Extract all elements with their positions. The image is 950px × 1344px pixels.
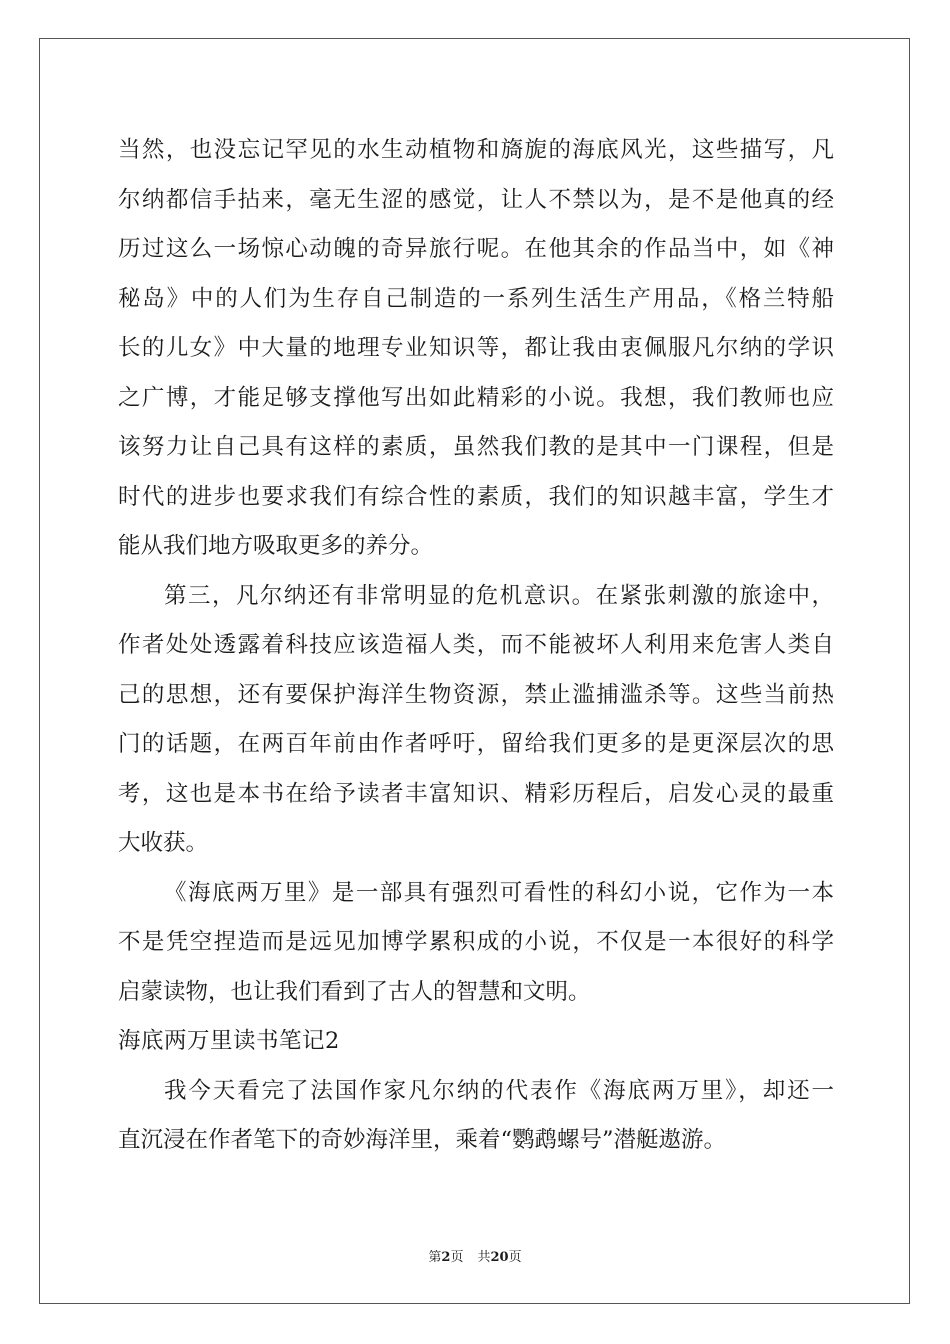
- paragraph-line: 考，这也是本书在给予读者丰富知识、精彩历程后，启发心灵的最重: [118, 780, 834, 807]
- paragraph-line: 该努力让自己具有这样的素质，虽然我们教的是其中一门课程，但是: [118, 434, 834, 460]
- paragraph-line: 之广博，才能足够支撑他写出如此精彩的小说。我想，我们教师也应: [118, 384, 834, 411]
- document-body: [118, 126, 834, 1166]
- paragraph-line: 第三，凡尔纳还有非常明显的危机意识。在紧张刺激的旅途中，: [164, 582, 834, 609]
- page-number-suffix: 页: [450, 1250, 464, 1265]
- paragraph-line: 长的儿女》中大量的地理专业知识等，都让我由衷佩服凡尔纳的学识: [118, 335, 834, 361]
- total-pages-prefix: 共: [477, 1250, 491, 1265]
- paragraph-line: 启蒙读物，也让我们看到了古人的智慧和文明。: [118, 978, 591, 1005]
- page-number-prefix: 第: [428, 1250, 442, 1265]
- paragraph-line: 秘岛》中的人们为生存自己制造的一系列生活生产用品，《格兰特船: [118, 285, 834, 312]
- paragraph-line: 门的话题，在两百年前由作者呼吁，留给我们更多的是更深层次的思: [118, 731, 834, 757]
- page-footer: [0, 1246, 950, 1265]
- paragraph-line: 时代的进步也要求我们有综合性的素质，我们的知识越丰富，学生才: [118, 483, 834, 510]
- paragraph-line: 我今天看完了法国作家凡尔纳的代表作《海底两万里》，却还一: [164, 1077, 834, 1104]
- paragraph-line: 能从我们地方吸取更多的养分。: [118, 533, 434, 559]
- paragraph-line: 历过这么一场惊心动魄的奇异旅行呢。在他其余的作品当中，如《神: [118, 236, 834, 262]
- paragraph-line: 尔纳都信手拈来，毫无生涩的感觉，让人不禁以为，是不是他真的经: [118, 186, 834, 213]
- paragraph-line: 大收获。: [118, 830, 209, 856]
- total-pages-suffix: 页: [508, 1250, 522, 1265]
- section-heading: 海底两万里读书笔记2: [118, 1028, 340, 1054]
- total-pages-number: 20: [490, 1250, 509, 1265]
- paragraph-line: 当然，也没忘记罕见的水生动植物和旖旎的海底风光，这些描写，凡: [118, 137, 834, 163]
- paragraph-line: 作者处处透露着科技应该造福人类，而不能被坏人利用来危害人类自: [118, 632, 834, 658]
- paragraph-line: 《海底两万里》是一部具有强烈可看性的科幻小说，它作为一本: [164, 879, 834, 906]
- current-page-number: 2: [441, 1250, 451, 1265]
- paragraph-line: 己的思想，还有要保护海洋生物资源，禁止滥捕滥杀等。这些当前热: [118, 681, 834, 708]
- paragraph-line: 不是凭空捏造而是远见加博学累积成的小说，不仅是一本很好的科学: [118, 929, 834, 955]
- paragraph-line: 直沉浸在作者笔下的奇妙海洋里，乘着“鹦鹉螺号”潜艇遨游。: [118, 1127, 727, 1153]
